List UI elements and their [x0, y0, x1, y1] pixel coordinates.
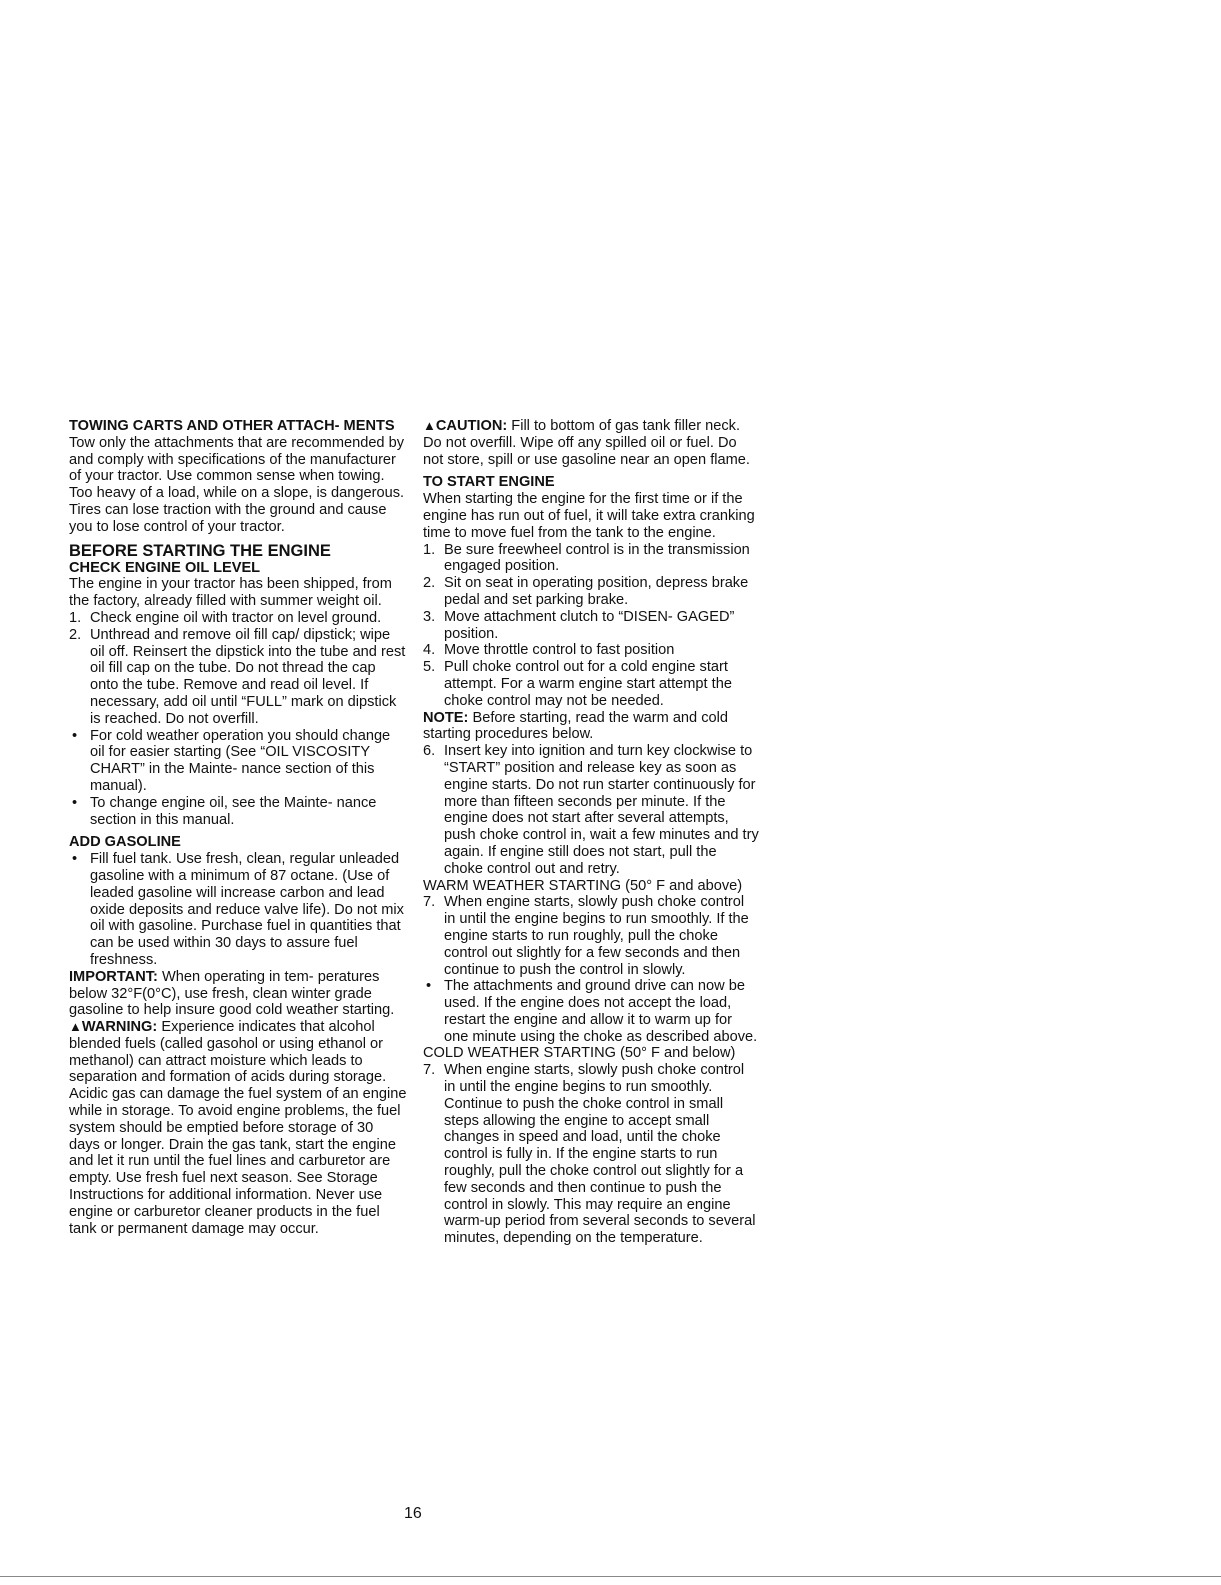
warning-triangle-icon: ▲ [69, 1019, 82, 1035]
step-number: 7. [423, 1062, 436, 1079]
step-number: 2. [423, 575, 436, 592]
warning-text: Experience indicates that alcohol blended fuels (called gasohol or using ethanol or methanol) can attract moisture which leads to separation and formation of acids during storage. Acidic gas can damage the fuel system of an engine while in storage. To avoid engine problems, the fuel system should be emptied before storage of 30 days or longer. Drain the gas tank, start the engine and let it run until the fuel lines and carburetor are empty. Use fresh fuel next season. See Storage Instructions for additional information. Never use engine or carburetor cleaner products in the fuel tank or permanent damage may occur. [69, 1019, 407, 1237]
bullet-text: The attachments and ground drive can now be used. If the engine does not accept the load, restart the engine and allow it to warm up for one minute using the choke as described above. [444, 978, 758, 1045]
step-number: 4. [423, 642, 436, 659]
step-text: Pull choke control out for a cold engine start attempt. For a warm engine start attempt the choke control may not be needed. [444, 659, 732, 709]
step-text: When engine starts, slowly push choke control in until the engine begins to run smoothly. Continue to push the choke control in small steps allowing the engine to accept small changes in speed and load, until the choke control is fully in. If the engine starts to run roughly, pull the choke control out slightly for a few seconds and then continue to push the control in slowly. This may require an engine warm-up period from several seconds to several minutes, depending on the temperature. [444, 1062, 756, 1247]
caution-label: CAUTION: [435, 418, 508, 434]
list-item [69, 627, 407, 728]
warm-weather-heading: WARM WEATHER STARTING (50° F and above) [423, 877, 743, 894]
list-item [423, 609, 759, 643]
step-text: Be sure freewheel control is in the transmission engaged position. [444, 541, 750, 575]
list-item [69, 795, 407, 829]
caution-note [423, 418, 759, 468]
step-text: Move attachment clutch to “DISEN- GAGED” position. [444, 608, 735, 642]
bullet-text: To change engine oil, see the Mainte- nance section in this manual. [90, 794, 377, 828]
left-column [69, 418, 407, 1237]
step-text: Check engine oil with tractor on level ground. [90, 609, 382, 626]
towing-text: Tow only the attachments that are recommended by and comply with specifications of the manufacturer of your tractor. Use common sense when towing. Too heavy of a load, while on a slope, is dangerous. Tires can lose traction with the ground and cause you to lose control of your tractor. [69, 434, 405, 535]
list-item [69, 851, 407, 969]
bullet-icon: • [72, 727, 78, 744]
note-text: Before starting, read the warm and cold starting procedures below. [423, 709, 728, 743]
caution-triangle-icon: ▲ [423, 418, 436, 433]
list-item [423, 642, 759, 659]
important-note [69, 969, 407, 1019]
step-number: 7. [423, 894, 436, 911]
warm-steps-list [423, 894, 759, 978]
start-steps-list [423, 542, 759, 710]
bullet-icon: • [426, 978, 432, 995]
step-number: 2. [69, 626, 82, 643]
important-label: IMPORTANT: [69, 968, 158, 985]
warning-label: WARNING: [81, 1019, 158, 1036]
note [423, 710, 759, 744]
cold-steps-list [423, 1062, 759, 1247]
step-text: Insert key into ignition and turn key clockwise to “START” position and release key as soon as engine starts. Do not run starter continuously for more than fifteen seconds per minute. If the engine does not start after several attempts, push choke control in, wait a few minutes and try again. If engine still does not start, pull the choke control out and retry. [444, 743, 759, 877]
list-item [423, 1062, 759, 1247]
bullet-icon: • [72, 794, 78, 811]
step-text: Sit on seat in operating position, depress brake pedal and set parking brake. [444, 575, 749, 608]
list-item [69, 728, 407, 795]
towing-heading: TOWING CARTS AND OTHER ATTACH- MENTS [69, 418, 395, 434]
oil-steps-list [69, 610, 407, 728]
bottom-divider [0, 1576, 1221, 1577]
step-text: Unthread and remove oil fill cap/ dipstick; wipe oil off. Reinsert the dipstick into the tube and rest oil fill cap on the tube. Do not thread the cap onto the tube. Remove and read oil level. If necessary, add oil until “FULL” mark on dipstick is reached. Do not overfill. [90, 626, 406, 727]
list-item [423, 659, 759, 709]
page-number: 16 [404, 1505, 422, 1522]
step6-list [423, 743, 759, 877]
start-engine-heading: TO START ENGINE [423, 474, 555, 491]
list-item [423, 575, 759, 609]
note-label: NOTE: [423, 709, 469, 726]
list-item [423, 743, 759, 877]
caution-text: Fill to bottom of gas tank filler neck. Do not overfill. Wipe off any spilled oil or fuel. Do not store, spill or use gasoline near an open flame. [423, 418, 750, 468]
step-number: 6. [423, 743, 436, 760]
important-text: When operating in tem- peratures below 32°F(0°C), use fresh, clean winter grade gasoline to help insure good cold weather starting. [69, 968, 395, 1019]
right-column [423, 418, 759, 1247]
start-engine-text: When starting the engine for the first time or if the engine has run out of fuel, it will take extra cranking time to move fuel from the tank to the engine. [423, 491, 755, 541]
bullet-icon: • [72, 851, 78, 868]
step-number: 1. [69, 609, 82, 626]
gas-bullets-list [69, 851, 407, 969]
list-item [423, 894, 759, 978]
warning-note [69, 1019, 407, 1237]
bullet-text: For cold weather operation you should change oil for easier starting (See “OIL VISCOSITY CHART” in the Mainte- nance section of this manual). [90, 727, 391, 794]
oil-bullets-list [69, 728, 407, 829]
bullet-text: Fill fuel tank. Use fresh, clean, regular unleaded gasoline with a minimum of 87 octane. (Use of leaded gasoline will increase carbon and lead oxide deposits and reduce valve life). Do not mix oil with gasoline. Purchase fuel in quantities that can be used within 30 days to assure fuel freshness. [90, 851, 404, 968]
check-oil-text: The engine in your tractor has been shipped, from the factory, already filled with summer weight oil. [69, 576, 392, 610]
step-number: 5. [423, 659, 436, 676]
step-text: When engine starts, slowly push choke control in until the engine begins to run smoothly. If the engine starts to run roughly, pull the choke control out slightly for a few seconds and then continue to push the control in slowly. [444, 894, 749, 978]
list-item [69, 610, 407, 627]
step-number: 1. [423, 541, 436, 558]
step-number: 3. [423, 608, 436, 625]
list-item [423, 978, 759, 1045]
list-item [423, 542, 759, 576]
check-oil-heading: CHECK ENGINE OIL LEVEL [69, 559, 261, 576]
add-gasoline-heading: ADD GASOLINE [69, 834, 181, 851]
before-starting-heading: BEFORE STARTING THE ENGINE [69, 541, 331, 560]
cold-weather-heading: COLD WEATHER STARTING (50° F and below) [423, 1045, 736, 1062]
warm-bullets-list [423, 978, 759, 1045]
step-text: Move throttle control to fast position [444, 642, 675, 659]
